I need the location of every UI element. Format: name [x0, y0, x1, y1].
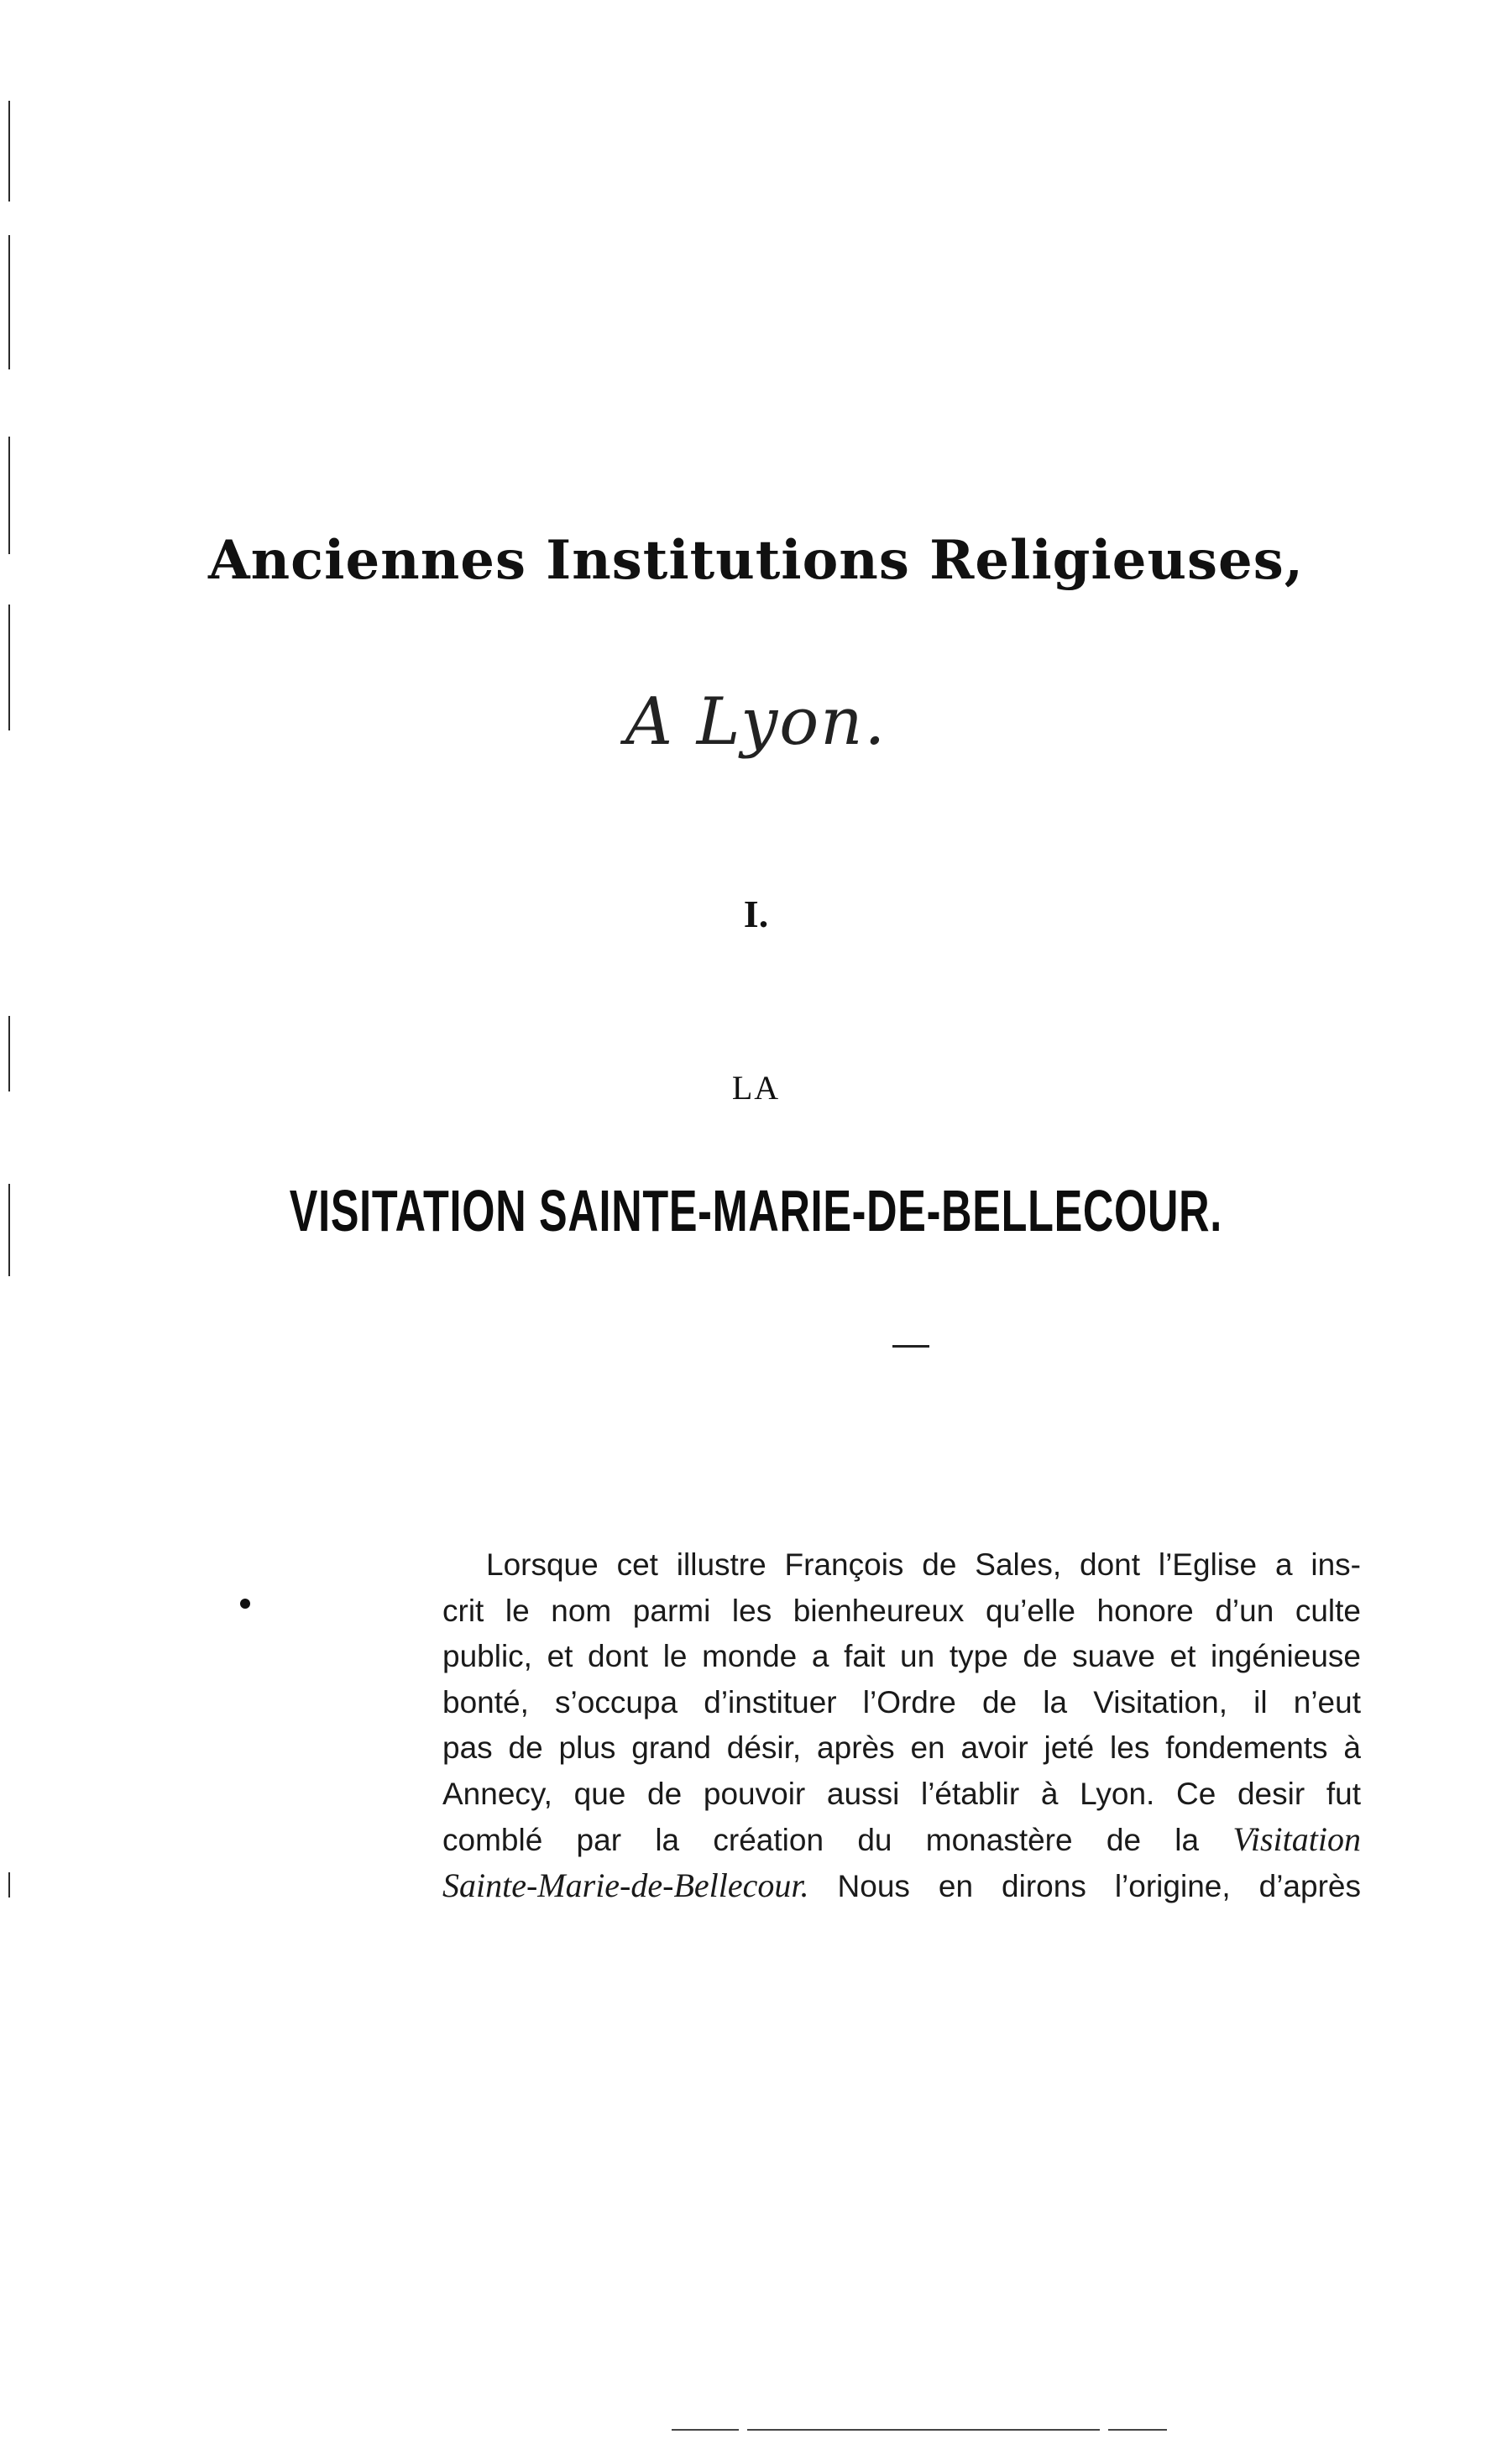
paragraph-line: Annecy, que de pouvoir aussi l’établir à Lyon. Ce desir fut	[442, 1776, 1361, 1811]
paragraph-line: public, et dont le monde a fait un type de suave et ingénieuse	[442, 1639, 1361, 1673]
paragraph-line	[442, 1863, 1361, 1909]
line-text: Nous en dirons l’origine, d’après	[808, 1868, 1361, 1903]
italic-title-part: Sainte-Marie-de-Bellecour.	[442, 1866, 809, 1904]
scan-edge-line	[8, 235, 10, 369]
italic-title-part: Visitation	[1232, 1820, 1361, 1858]
section-number: I.	[743, 892, 769, 935]
scan-edge-line	[8, 1184, 10, 1276]
scan-edge-line	[8, 1872, 10, 1898]
page-title: VISITATION SAINTE-MARIE-DE-BELLECOUR.	[289, 1178, 1222, 1243]
scan-bottom-line	[672, 2429, 739, 2431]
scan-bottom-line	[747, 2429, 1100, 2431]
city-heading: A Lyon.	[625, 684, 887, 760]
paragraph-line	[442, 1817, 1361, 1863]
paragraph-line: pas de plus grand désir, après en avoir jeté les fondements à	[442, 1730, 1361, 1765]
margin-dot	[240, 1599, 250, 1609]
running-title: Anciennes Institutions Religieuses,	[207, 529, 1305, 592]
paragraph-line: Lorsque cet illustre François de Sales, dont l’Eglise a ins-	[486, 1547, 1361, 1582]
paragraph-line: bonté, s’occupa d’instituer l’Ordre de la Visitation, il n’eut	[442, 1684, 1361, 1720]
section-divider	[892, 1345, 929, 1348]
scan-bottom-line	[1108, 2429, 1167, 2431]
scan-edge-line	[8, 101, 10, 202]
line-text: comblé par la création du monastère de la	[442, 1823, 1233, 1857]
title-article: LA	[731, 1069, 781, 1107]
body-paragraph	[442, 1542, 1361, 1908]
paragraph-line: crit le nom parmi les bienheureux qu’elle honore d’un culte	[442, 1593, 1361, 1628]
